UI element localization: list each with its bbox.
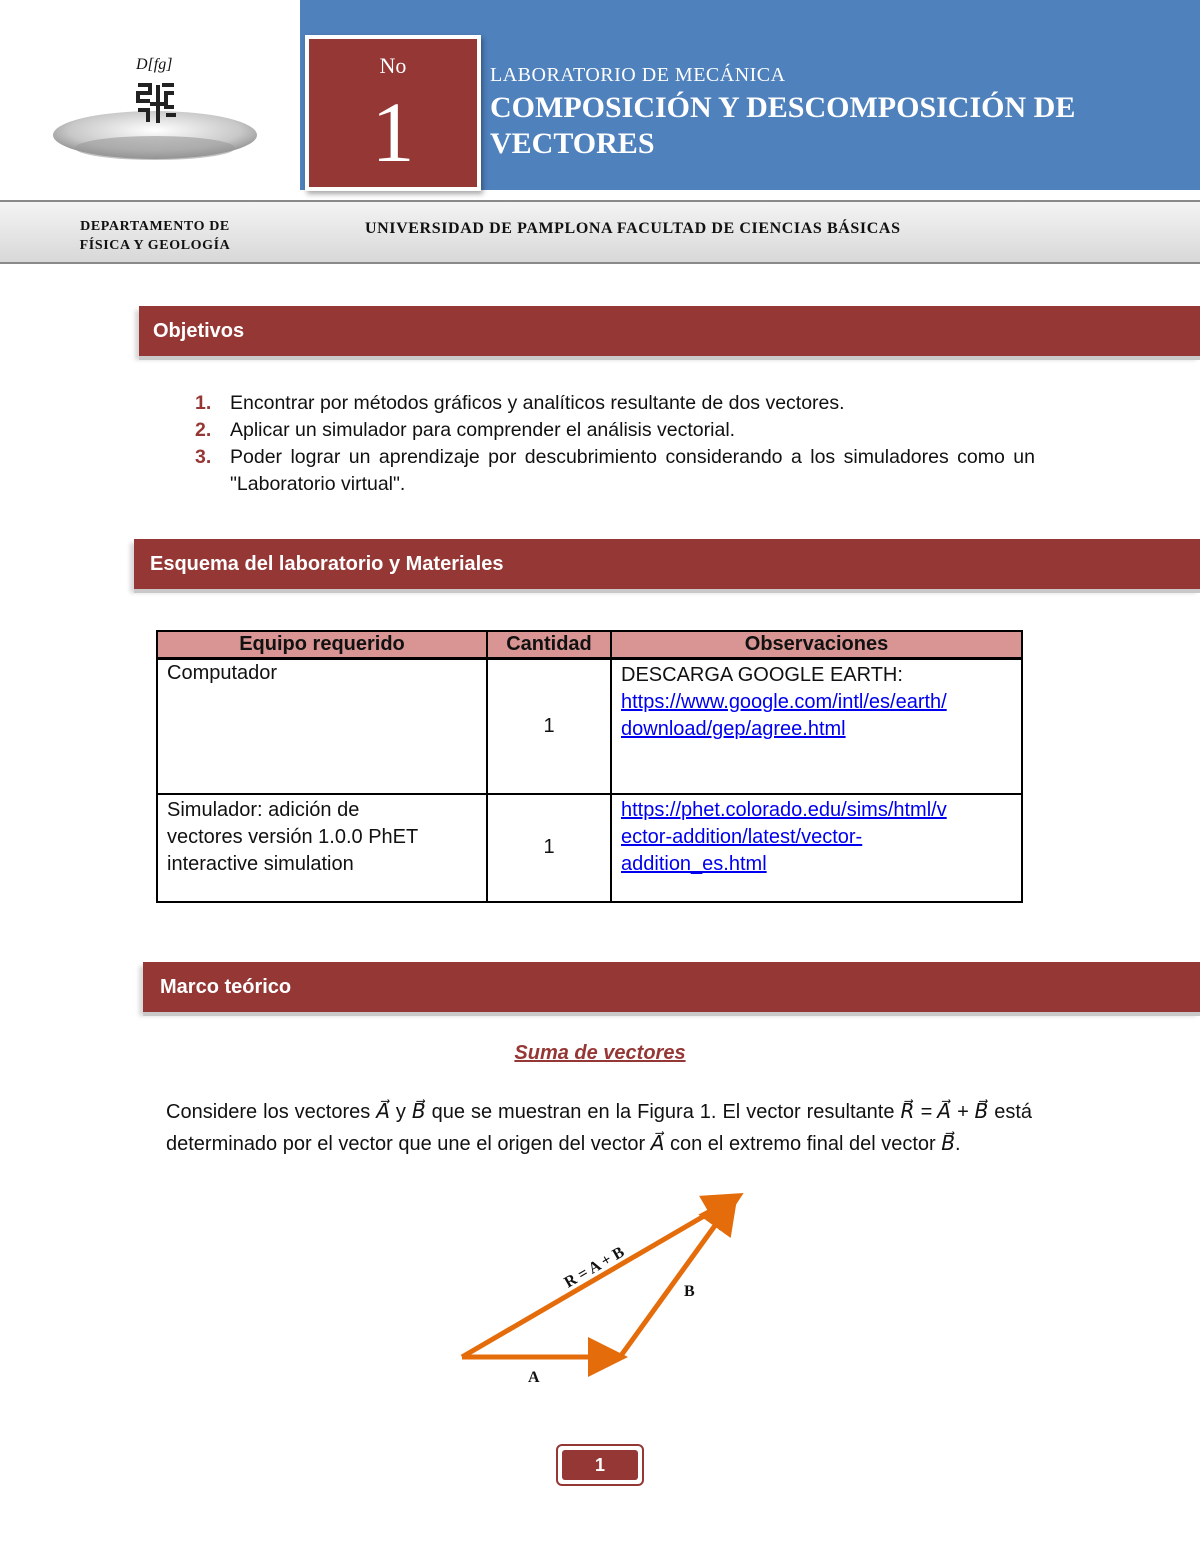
no-label: No [379, 53, 407, 78]
cell-equipo: Computador [157, 659, 487, 794]
google-earth-link[interactable] [621, 691, 947, 740]
text: Considere los vectores [166, 1101, 371, 1123]
link-line: https://phet.colorado.edu/sims/html/v [621, 798, 947, 821]
list-item [195, 417, 1035, 444]
materials-table [156, 630, 1023, 903]
table-header-row [157, 631, 1022, 659]
subsection-title [0, 1042, 1200, 1065]
logo-caption: D[fg] [136, 56, 173, 73]
label-a: A [528, 1369, 540, 1386]
vector-r-arrow [462, 1198, 735, 1357]
text: extremo final del vector [728, 1133, 936, 1155]
section-esquema: Esquema del laboratorio y Materiales [134, 539, 1200, 589]
lab-title: LABORATORIO DE MECÁNICA [490, 64, 786, 86]
text: está determinado por el vector que une el origen del vector [166, 1101, 1033, 1155]
page-number: 1 [562, 1450, 638, 1480]
lab-number: 1 [371, 84, 415, 180]
section-objetivos: Objetivos [139, 306, 1200, 356]
label-b: B [684, 1283, 695, 1300]
vector-a: A⃗ [376, 1101, 390, 1123]
link-line: download/gep/agree.html [621, 718, 846, 740]
department-line-2: FÍSICA Y GEOLOGÍA [79, 238, 231, 253]
vector-b-arrow [620, 1202, 732, 1357]
cell-observaciones [611, 794, 1022, 902]
logo [50, 40, 260, 170]
text: y [395, 1101, 406, 1123]
equipo-line: Simulador: adición de [167, 798, 360, 821]
column-header: Cantidad [487, 631, 611, 659]
lab-number-box [305, 35, 481, 191]
department [55, 217, 255, 255]
list-number: 2. [195, 419, 212, 441]
section-marco-teorico: Marco teórico [143, 962, 1200, 1012]
department-line-1: DEPARTAMENTO DE [80, 219, 230, 234]
equipo-line: interactive simulation [167, 852, 354, 875]
vector-sum-figure [450, 1180, 760, 1390]
cell-equipo [157, 794, 487, 902]
text: . [955, 1133, 961, 1155]
list-text: Encontrar por métodos gráficos y analíticos resultante de dos vectores. [230, 392, 845, 414]
equipo-line: vectores versión 1.0.0 PhET [167, 825, 419, 848]
obs-text: DESCARGA GOOGLE EARTH: [621, 664, 903, 686]
vector-b: B⃗ [411, 1101, 426, 1123]
list-text: Aplicar un simulador para comprender el análisis vectorial. [230, 419, 736, 441]
list-item [195, 390, 1035, 417]
page-title: COMPOSICIÓN Y DESCOMPOSICIÓN DE VECTORES [490, 91, 1076, 160]
list-text: Poder lograr un aprendizaje por descubrimiento considerando a los simuladores como un "Laboratorio virtual". [230, 446, 1035, 495]
cell-observaciones [611, 659, 1022, 794]
column-header: Equipo requerido [157, 631, 487, 659]
equation: R⃗ = A⃗ + B⃗ [900, 1101, 989, 1123]
list-number: 3. [195, 446, 212, 468]
table-row [157, 659, 1022, 794]
vector-b: B⃗ [941, 1133, 955, 1155]
page-number-box [556, 1444, 644, 1486]
list-number: 1. [195, 392, 212, 414]
paragraph [166, 1096, 1032, 1160]
cell-cantidad: 1 [487, 659, 611, 794]
subtitle-text: Suma de vectores [514, 1042, 686, 1064]
column-header: Observaciones [611, 631, 1022, 659]
label-r: R = A + B [561, 1243, 628, 1292]
text: con el [670, 1133, 724, 1155]
table-row [157, 794, 1022, 902]
university-line: UNIVERSIDAD DE PAMPLONA FACULTAD DE CIENCIAS BÁSICAS [365, 220, 901, 237]
link-line: https://www.google.com/intl/es/earth/ [621, 691, 947, 713]
list-item [195, 444, 1035, 498]
vector-a: A⃗ [650, 1133, 665, 1155]
phet-link[interactable] [621, 799, 947, 875]
cell-cantidad: 1 [487, 794, 611, 902]
link-line: ector-addition/latest/vector- [621, 825, 863, 848]
link-line: addition_es.html [621, 852, 767, 875]
text: que se muestran en la Figura 1. El vector resultante [431, 1101, 895, 1123]
